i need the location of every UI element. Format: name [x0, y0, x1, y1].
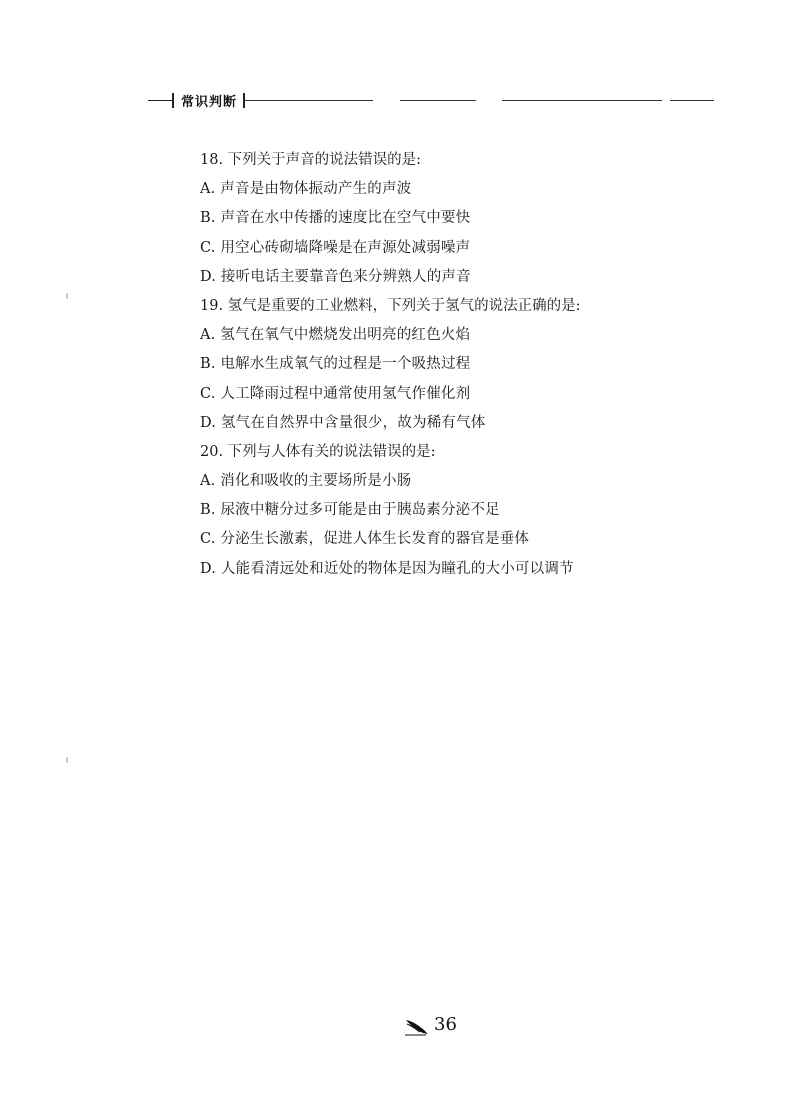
option-d: D. 氢气在自然界中含量很少，故为稀有气体	[200, 414, 486, 431]
section-title: 常识判断	[181, 95, 238, 110]
option-d: D. 人能看清远处和近处的物体是因为瞳孔的大小可以调节	[200, 560, 574, 577]
question-19	[200, 292, 660, 438]
option-b: B. 尿液中糖分过多可能是由于胰岛素分泌不足	[200, 502, 500, 519]
page-header	[148, 90, 714, 110]
question-stem: 18. 下列关于声音的说法错误的是:	[200, 152, 422, 168]
question-18	[200, 146, 660, 292]
option-a: A. 声音是由物体振动产生的声波	[200, 181, 412, 198]
question-stem: 20. 下列与人体有关的说法错误的是:	[200, 443, 436, 460]
header-left-rule	[148, 100, 172, 101]
option-c: C. 分泌生长激素，促进人体生长发育的器官是垂体	[200, 531, 530, 548]
option-c: C. 人工降雨过程中通常使用氢气作催化剂	[200, 385, 471, 402]
header-rule-4	[670, 100, 714, 101]
option-b: B. 声音在水中传播的速度比在空气中要快	[200, 210, 471, 227]
scan-speck	[66, 293, 68, 299]
option-a: A. 消化和吸收的主要场所是小肠	[200, 473, 412, 490]
question-list	[200, 146, 660, 584]
question-20	[200, 438, 660, 584]
scan-speck	[66, 757, 68, 763]
option-c: C. 用空心砖砌墙降噪是在声源处减弱噪声	[200, 239, 471, 256]
header-divider-left	[172, 93, 174, 108]
option-b: B. 电解水生成氧气的过程是一个吸热过程	[200, 356, 471, 373]
page-number: 36	[434, 1014, 457, 1035]
header-rule-3	[502, 100, 662, 101]
quill-icon	[404, 1016, 430, 1038]
header-rule-1	[245, 100, 373, 101]
question-stem: 19. 氢气是重要的工业燃料，下列关于氢气的说法正确的是:	[200, 297, 581, 314]
option-d: D. 接听电话主要靠音色来分辨熟人的声音	[200, 268, 471, 285]
header-rule-2	[400, 100, 476, 101]
option-a: A. 氢气在氧气中燃烧发出明亮的红色火焰	[200, 327, 471, 344]
